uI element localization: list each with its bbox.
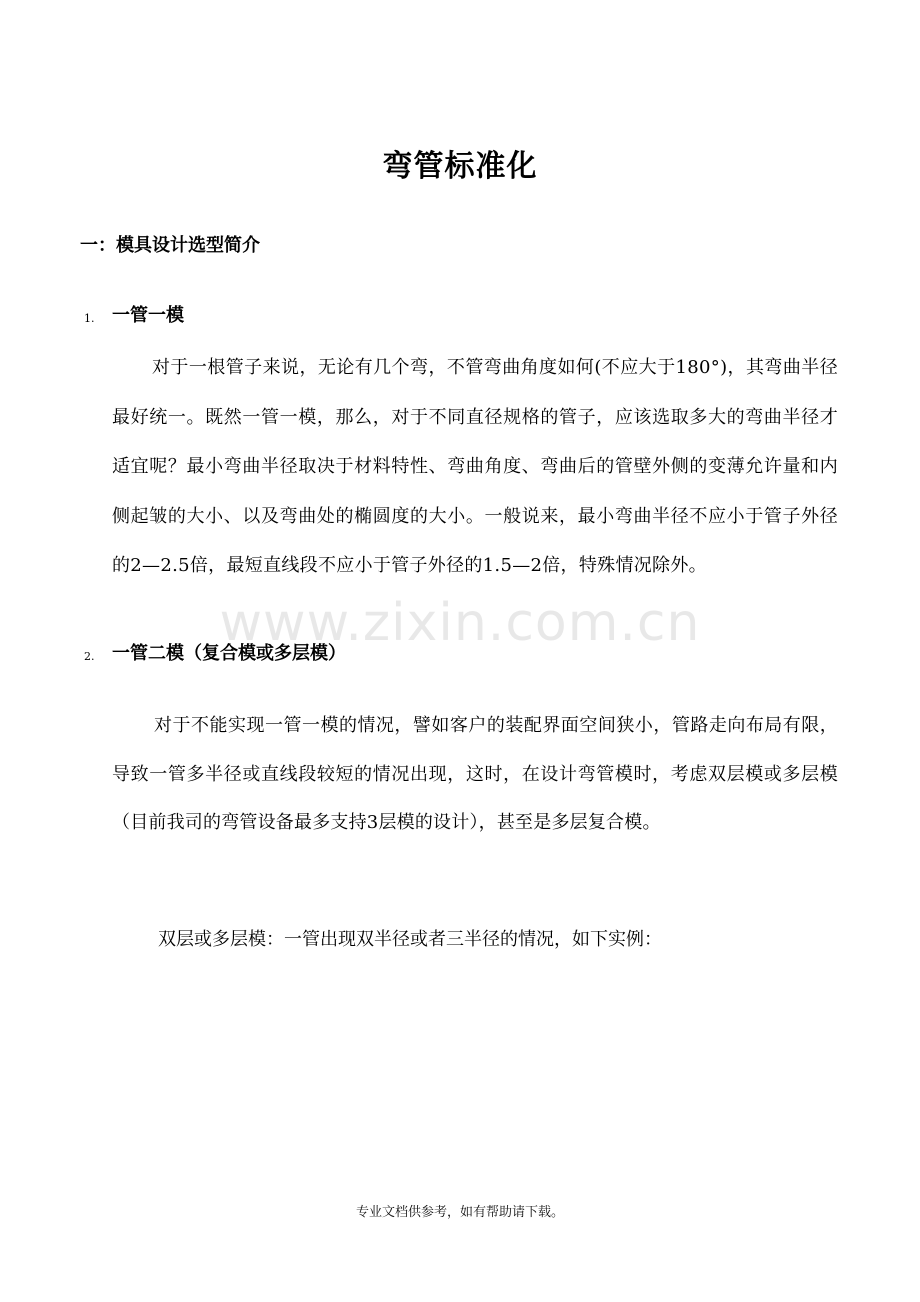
item-heading-2	[84, 640, 346, 668]
page-footer: 专业文档供参考，如有帮助请下载。	[355, 1205, 564, 1220]
watermark: www.zixin.com.cn	[219, 593, 701, 653]
section-heading: 一：模具设计选型简介	[80, 235, 260, 256]
page-title: 弯管标准化	[382, 149, 538, 184]
item-title: 一管一模	[112, 305, 184, 326]
paragraph-multi-layer-note: 双层或多层模：一管出现双半径或者三半径的情况，如下实例：	[158, 929, 662, 950]
paragraph-one-pipe-one-mold: 对于一根管子来说，无论有几个弯，不管弯曲角度如何(不应大于180°)，其弯曲半径最好统一。既然一管一模，那么，对于不同直径规格的管子，应该选取多大的弯曲半径才适宜呢？最小弯曲半径取决于材料特性、弯曲角度、弯曲后的管壁外侧的变薄允许量和内侧起皱的大小、以及弯曲处的椭圆度的大小。一般说来，最小弯曲半径不应小于管子外径的2—2.5倍，最短直线段不应小于管子外径的1.5—2倍，特殊情况除外。	[112, 357, 838, 576]
item-number: 1.	[84, 311, 95, 325]
item-heading-1	[84, 302, 184, 330]
item-title: 一管二模（复合模或多层模）	[112, 643, 346, 664]
item-number: 2.	[84, 649, 95, 663]
paragraph-one-pipe-two-molds: 对于不能实现一管一模的情况，譬如客户的装配界面空间狭小，管路走向布局有限，导致一管多半径或直线段较短的情况出现，这时，在设计弯管模时，考虑双层模或多层模（目前我司的弯管设备最多支持3层模的设计），甚至是多层复合模。	[112, 715, 838, 833]
